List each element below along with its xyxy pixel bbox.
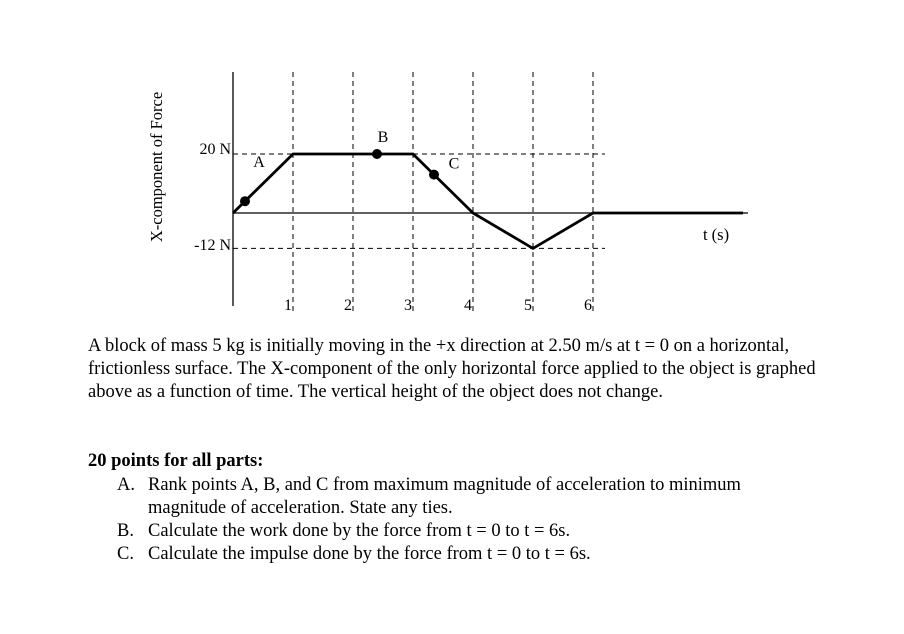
problem-description: A block of mass 5 kg is initially moving in the +x direction at 2.50 m/s at t = 0 on a horizontal, frictionless surface. The X-component of the only horizontal force applied to the object is graphed above as a function of time. The vertical height of the object does not change. — [88, 336, 816, 402]
x-tick-2: 2 — [344, 297, 352, 314]
x-tick-labels — [284, 297, 592, 314]
point-label-A: A — [253, 154, 265, 172]
horizontal-gridlines — [233, 154, 605, 248]
point-C — [429, 170, 439, 180]
part-a — [117, 474, 817, 520]
vertical-gridlines — [293, 72, 593, 312]
y-tick-neg12: -12 N — [194, 237, 231, 254]
part-a-label: A. — [117, 475, 135, 495]
point-B — [372, 149, 382, 159]
problem-parts — [117, 474, 817, 566]
part-c-text: Calculate the impulse done by the force from t = 0 to t = 6s. — [148, 544, 591, 564]
x-tick-4: 4 — [464, 297, 472, 314]
problem-heading: 20 points for all parts: — [88, 451, 264, 471]
x-tick-6: 6 — [584, 297, 592, 314]
part-c-label: C. — [117, 544, 134, 564]
part-c — [117, 543, 817, 566]
point-label-C: C — [448, 155, 460, 173]
x-axis-label: t (s) — [702, 225, 730, 244]
part-b — [117, 520, 817, 543]
point-label-B: B — [377, 129, 389, 146]
y-tick-20: 20 N — [199, 141, 231, 158]
point-A — [240, 196, 250, 206]
force-curve — [233, 154, 743, 248]
x-tick-5: 5 — [524, 297, 532, 314]
x-tick-1: 1 — [284, 297, 292, 314]
x-tick-3: 3 — [404, 297, 412, 314]
part-a-text: Rank points A, B, and C from maximum magnitude of acceleration to minimum magnitude of acceleration. State any ties. — [148, 475, 741, 518]
part-b-text: Calculate the work done by the force from t = 0 to t = 6s. — [148, 521, 571, 541]
part-b-label: B. — [117, 521, 134, 541]
y-axis-label: X-component of Force — [147, 91, 166, 243]
